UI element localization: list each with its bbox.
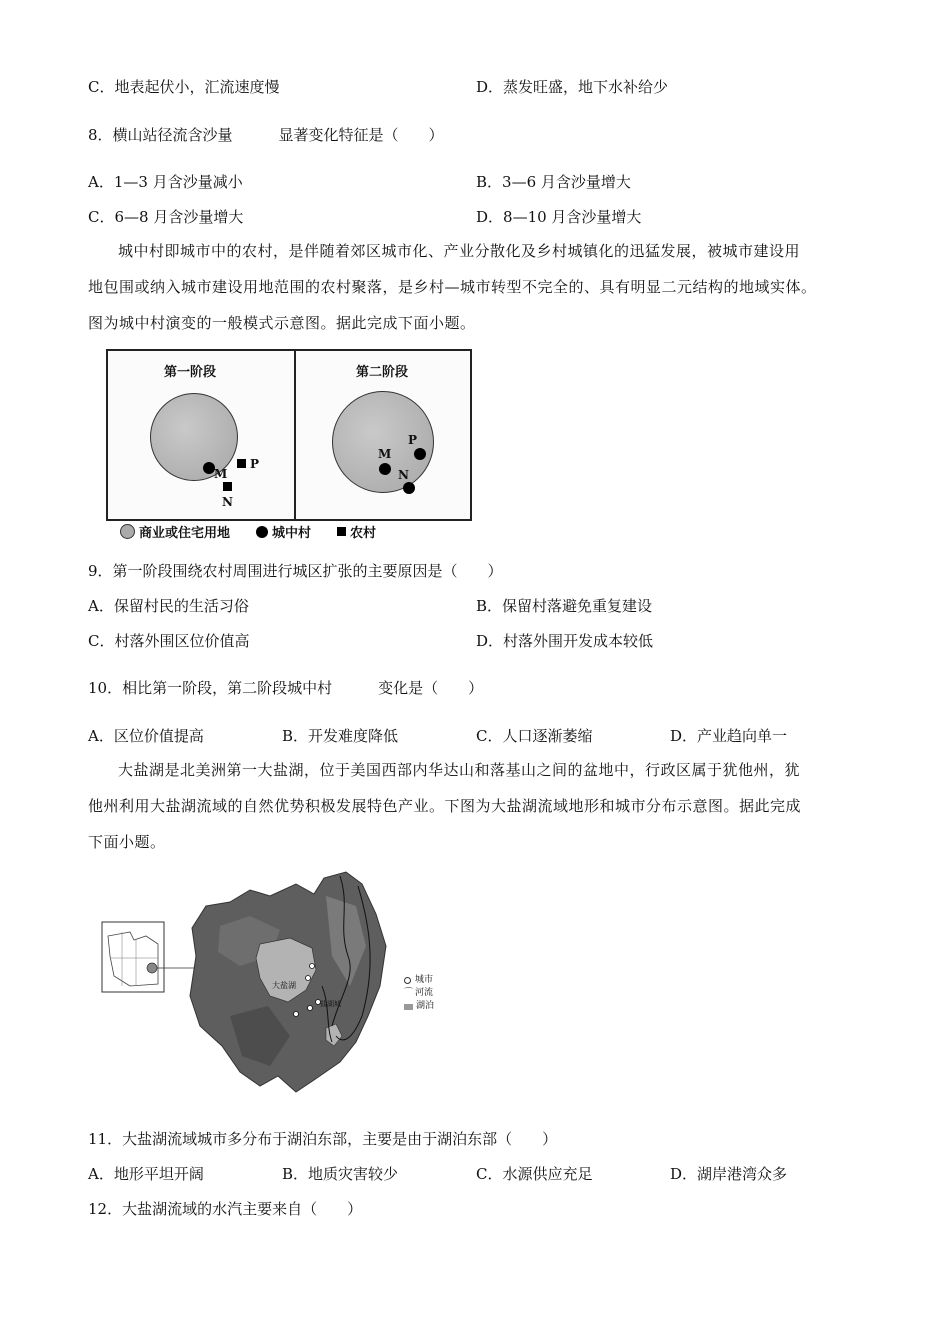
question-8-stem-head: 8．横山站径流含沙量 — [88, 126, 233, 144]
option-d: D．蒸发旺盛，地下水补给少 — [476, 78, 669, 96]
q8-option-d: D．8—10 月含沙量增大 — [476, 208, 642, 226]
q10-option-d: D．产业趋向单一 — [670, 727, 788, 745]
stage-1-title: 第一阶段 — [164, 365, 217, 380]
question-11-stem: 11．大盐湖流域城市多分布于湖泊东部，主要是由于湖泊东部（ ） — [88, 1130, 558, 1148]
legend-city-label: 城市 — [415, 975, 434, 985]
stage-1-label-m: M — [214, 467, 228, 481]
q10-option-c: C．人口逐渐萎缩 — [476, 727, 593, 745]
question-10-stem-head: 10．相比第一阶段，第二阶段城中村 — [88, 679, 333, 697]
option-c: C．地表起伏小，汇流速度慢 — [88, 78, 280, 96]
city-marker — [310, 964, 315, 969]
stage-1-village-p — [237, 459, 246, 468]
lake-legend-icon — [404, 1004, 413, 1010]
inset-basin-marker — [147, 963, 157, 973]
legend-city-row — [404, 974, 434, 987]
legend-urban-village-label: 城中村 — [272, 526, 312, 541]
figure-divider — [294, 351, 296, 519]
stage-2-village-m — [379, 463, 391, 475]
river-legend-icon: ⌒ — [404, 988, 414, 998]
q9-option-c: C．村落外围区位价值高 — [88, 632, 250, 650]
legend-river-label: 河流 — [415, 988, 434, 998]
city-legend-icon — [404, 977, 411, 984]
salt-lake-city-label: 盐湖城 — [320, 1000, 341, 1008]
passage-2-line-3: 下面小题。 — [88, 833, 166, 851]
legend-lake-label: 湖泊 — [416, 1001, 435, 1011]
q11-option-b: B．地质灾害较少 — [282, 1165, 399, 1183]
question-10-stem — [88, 677, 483, 698]
legend-village-label: 农村 — [350, 526, 377, 541]
passage-1-line-1: 城中村即城市中的农村，是伴随着郊区城市化、产业分散化及乡村城镇化的迅猛发展，被城市建设用 — [118, 242, 801, 260]
stage-2-label-p: P — [408, 433, 418, 447]
q8-option-a: A．1—3 月含沙量减小 — [88, 173, 243, 191]
q8-option-c: C．6—8 月含沙量增大 — [88, 208, 244, 226]
stage-2-label-n: N — [398, 468, 409, 482]
village-legend-icon — [337, 527, 346, 536]
city-marker — [308, 1006, 313, 1011]
legend-lake-row — [404, 1000, 434, 1013]
city-marker — [306, 976, 311, 981]
urban-village-figure — [106, 349, 472, 521]
passage-1-line-2: 地包围或纳入城市建设用地范围的农村聚落，是乡村—城市转型不完全的、具有明显二元结构的地域实体。 — [88, 278, 817, 296]
question-10-stem-tail: 变化是（ ） — [378, 679, 484, 697]
urban-village-legend-icon — [256, 526, 268, 538]
question-12-stem: 12．大盐湖流域的水汽主要来自（ ） — [88, 1200, 363, 1218]
map-legend — [404, 974, 434, 1013]
city-marker — [294, 1012, 299, 1017]
stage-2-village-n — [403, 482, 415, 494]
inset-locator-frame — [102, 922, 164, 992]
q9-option-a: A．保留村民的生活习俗 — [88, 597, 249, 615]
q9-option-d: D．村落外围开发成本较低 — [476, 632, 654, 650]
q10-option-b: B．开发难度降低 — [282, 727, 399, 745]
q9-option-b: B．保留村落避免重复建设 — [476, 597, 653, 615]
q8-option-b: B．3—6 月含沙量增大 — [476, 173, 631, 191]
stage-2-label-m: M — [378, 447, 392, 461]
figure-1-legend — [120, 522, 376, 541]
stage-1-village-n — [223, 482, 232, 491]
stage-2-land-circle — [332, 391, 434, 493]
lake-label: 大盐湖 — [272, 981, 296, 990]
q11-option-a: A．地形平坦开阔 — [88, 1165, 204, 1183]
legend-river-row — [404, 987, 434, 1000]
q10-option-a: A．区位价值提高 — [88, 727, 204, 745]
legend-land-label: 商业或住宅用地 — [139, 526, 231, 541]
question-8-stem — [88, 124, 444, 145]
passage-2-line-1: 大盐湖是北美洲第一大盐湖，位于美国西部内华达山和落基山之间的盆地中，行政区属于犹他州，犹 — [118, 761, 801, 779]
stage-1-label-n: N — [222, 495, 233, 509]
land-legend-icon — [120, 524, 135, 539]
question-8-stem-tail: 显著变化特征是（ ） — [278, 126, 444, 144]
stage-2-village-p — [414, 448, 426, 460]
stage-2-title: 第二阶段 — [356, 365, 409, 380]
question-9-stem: 9．第一阶段围绕农村周围进行城区扩张的主要原因是（ ） — [88, 562, 503, 580]
passage-2-line-2: 他州利用大盐湖流域的自然优势积极发展特色产业。下图为大盐湖流域地形和城市分布示意图。据此完成 — [88, 797, 802, 815]
stage-1-label-p: P — [250, 457, 260, 471]
q11-option-c: C．水源供应充足 — [476, 1165, 593, 1183]
q11-option-d: D．湖岸港湾众多 — [670, 1165, 788, 1183]
passage-1-line-3: 图为城中村演变的一般模式示意图。据此完成下面小题。 — [88, 314, 476, 332]
